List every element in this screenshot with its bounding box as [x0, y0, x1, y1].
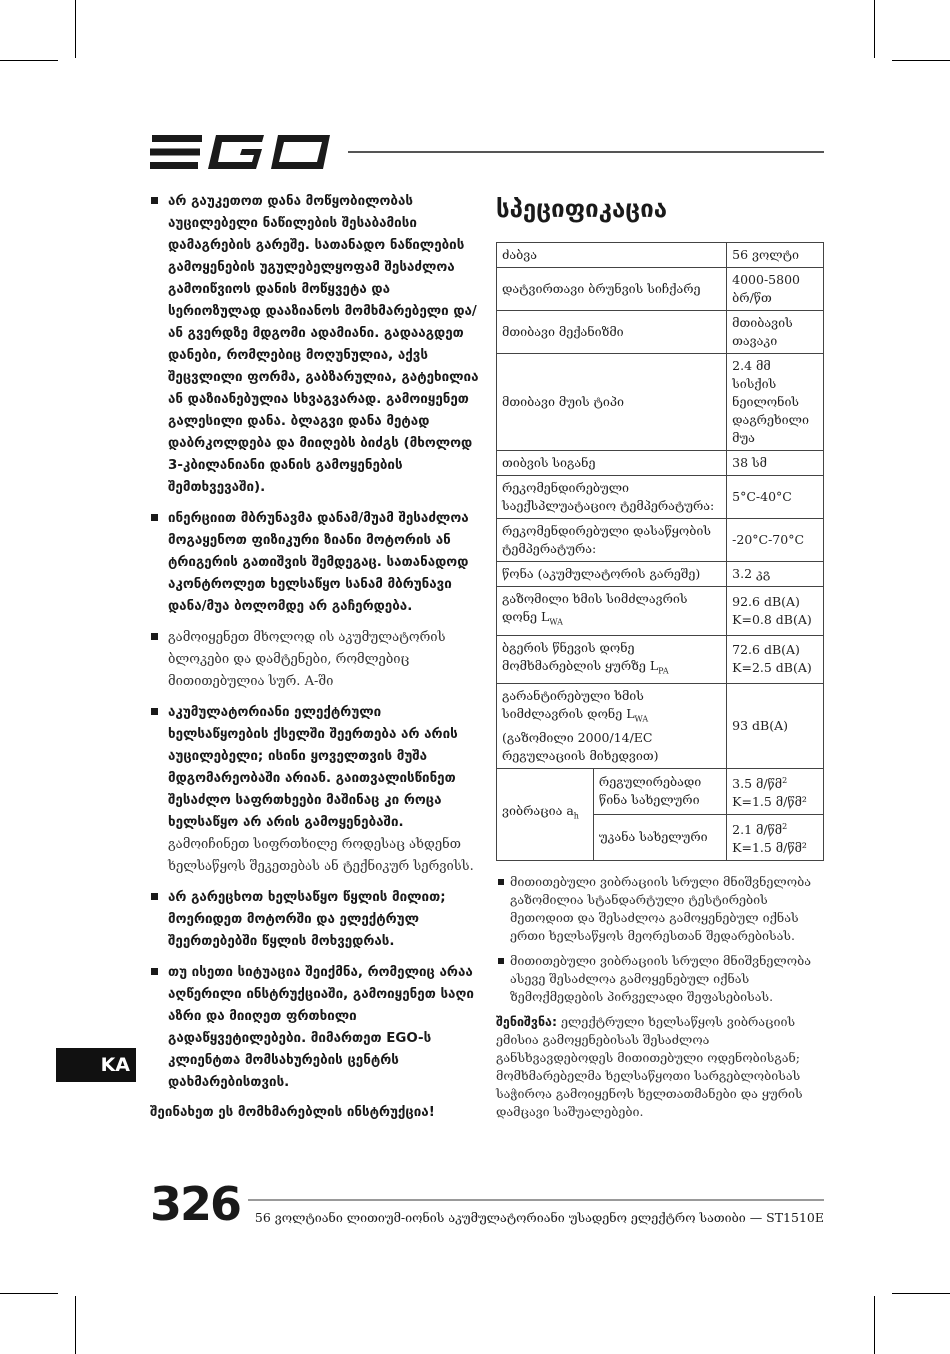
vibration-value-exponent: 2 [782, 775, 788, 785]
spec-label: ძაბვა [502, 247, 537, 262]
spec-row [497, 243, 824, 268]
spec-row [497, 587, 824, 636]
warning-label: შენიშვნა: [496, 1013, 557, 1029]
spec-value: 92.6 dB(A) [732, 593, 800, 609]
spec-value: 38 სმ [732, 455, 767, 470]
crop-mark [874, 0, 875, 58]
specifications-column [496, 190, 824, 1121]
spec-value-cell [727, 243, 824, 268]
footer-rule [248, 1199, 824, 1201]
spec-value-cell [727, 635, 824, 684]
spec-row [497, 635, 824, 684]
vibration-handle-label: უკანა სახელური [598, 829, 708, 845]
spec-label-cell [497, 354, 727, 451]
spec-value-cell [727, 587, 824, 636]
spec-value: 3.2 კგ [732, 566, 771, 581]
spec-row [497, 268, 824, 311]
spec-value: 93 dB(A) [732, 717, 788, 733]
spec-label: მთიბავი მექანიზმი [502, 324, 624, 339]
warning-note [496, 1013, 824, 1121]
spec-label: წონა (აკუმულატორის გარეშე) [502, 566, 701, 581]
specifications-table [496, 242, 824, 861]
spec-value-cell [727, 476, 824, 519]
safety-bullet-list [150, 190, 480, 1093]
spec-row-vibration [497, 768, 824, 814]
spec-value: -20°C-70°C [732, 532, 805, 547]
crop-mark [892, 60, 950, 61]
spec-label-cell [497, 635, 727, 684]
header-rule [348, 151, 824, 153]
footer-title: 56 ვოლტიანი ლითიუმ-იონის აკუმულატორიანი უსადენო ელექტრო სათიბი — ST1510E [254, 1210, 824, 1225]
safety-bullet-item [150, 701, 480, 877]
spec-label-subscript: WA [549, 617, 563, 627]
safety-bullet-item [150, 886, 480, 952]
spec-label: რეკომენდირებული საექსპლუატაციო ტემპერატურა: [502, 480, 715, 513]
spec-label-cell [497, 562, 727, 587]
spec-row [497, 451, 824, 476]
safety-bullet-item [150, 190, 480, 498]
safety-bullet-text: თუ ისეთი სიტუაცია შეიქმნა, რომელიც არაა აღწერილი ინსტრუქციაში, გამოიყენეთ საღი აზრი და მიიღეთ ფრთხილი გადაწყვეტილებები. მიმართეთ EGO-ს კლიენტთა მომსახურების ცენტრს დახმარებისთვის. [168, 965, 474, 1090]
spec-value-cell [727, 311, 824, 354]
spec-label-cell [497, 268, 727, 311]
spec-label-cell [497, 476, 727, 519]
spec-value-cell [727, 354, 824, 451]
spec-label: ბგერის წნევის დონე მომხმარებლის ყურზე L [502, 639, 659, 673]
spec-note-item: მითითებული ვიბრაციის სრული მნიშვნელობა ასევე შესაძლოა გამოყენებულ იქნას ზემოქმედების პირველადი შეფასებისას. [496, 952, 824, 1006]
specifications-heading: სპეციფიკაცია [496, 195, 668, 223]
vibration-value: 2.1 მ/წმ [732, 821, 783, 837]
safety-bullet-item [150, 626, 480, 692]
page-number: 326 [150, 1177, 241, 1231]
crop-mark [0, 60, 58, 61]
vibration-handle-label: რეგულირებადი წინა სახელური [598, 774, 702, 808]
spec-value-cell [727, 519, 824, 562]
vibration-value-exponent: 2 [782, 821, 788, 831]
spec-value: 5°C-40°C [732, 489, 792, 504]
spec-note-item: მითითებული ვიბრაციის სრული მნიშვნელობა გაზომილია სტანდარტული ტესტირების მეთოდით და შესაძლოა გამოყენებულ იქნას ერთი ხელსაწყოს მეორესთან შედარებისას. [496, 873, 824, 945]
spec-value: 72.6 dB(A) [732, 642, 800, 658]
spec-label: მთიბავი მუის ტიპი [502, 394, 624, 409]
safety-bullet-text: აკუმულატორიანი ელექტრული ხელსაწყოების ქსელში შეერთება არ არის აუცილებელი; ისინი ყოველთვის მუშა მდგომარეობაში არიან. გაითვალისწინეთ შესაძლო საფრთხეები მაშინაც კი როცა ხელსაწყო არ არის გამოყენებაში. [168, 705, 458, 830]
spec-label-cell [497, 243, 727, 268]
warning-text: ელექტრული ხელსაწყოს ვიბრაციის ემისია გამოყენებისას შესაძლოა განსხვავდებოდეს მითითებული ოდენობისგან; მომხმარებელმა ხელსაწყოთი სარგებლობისას საჭიროა გამოიყენოს ხელთათმანები და ყურის დამცავი საშუალებები. [496, 1013, 803, 1119]
spec-value: 4000-5800 ბრ/წთ [732, 272, 800, 305]
crop-mark [874, 1296, 875, 1354]
vibration-handle-cell [593, 814, 726, 860]
spec-value: 56 ვოლტი [732, 247, 799, 262]
spec-value-uncertainty: K=2.5 dB(A) [732, 660, 812, 676]
spec-value: მთიბავის თავაკი [732, 315, 793, 348]
vibration-value-uncertainty: K=1.5 მ/წმ² [732, 793, 807, 809]
spec-label: გაზომილი ხმის სიმძლავრის დონე L [502, 591, 688, 624]
spec-label-cell [497, 587, 727, 636]
spec-label: რეკომენდირებული დასაწყობის ტემპერატურა: [502, 523, 711, 556]
save-instructions-note: შეინახეთ ეს მომხმარებლის ინსტრუქცია! [150, 1105, 435, 1120]
spec-label-subscript: WA [634, 714, 649, 724]
spec-label: გარანტირებული ხმის სიმძლავრის დონე L [502, 688, 644, 721]
spec-notes-list [496, 873, 824, 1006]
spec-value-cell [727, 684, 824, 769]
spec-label-cell [497, 451, 727, 476]
safety-instructions-column [150, 190, 480, 1123]
vibration-label: ვიბრაცია a [502, 803, 574, 819]
spec-row [497, 562, 824, 587]
spec-label-subscript: PA [658, 666, 669, 675]
crop-mark [75, 0, 76, 58]
crop-mark [0, 1293, 58, 1294]
vibration-value: 3.5 მ/წმ [732, 775, 783, 791]
crop-mark [75, 1296, 76, 1354]
spec-value: 2.4 მმ სისქის ნეილონის დაგრეხილი მუა [732, 358, 809, 445]
spec-value-uncertainty: K=0.8 dB(A) [732, 611, 812, 627]
vibration-value-cell [727, 768, 824, 814]
spec-value-cell [727, 451, 824, 476]
spec-label: დატვირთავი ბრუნვის სიჩქარე [502, 281, 701, 296]
vibration-value-cell [727, 814, 824, 860]
spec-label-note: (გაზომილი 2000/14/EC რეგულაციის მიხედვით) [502, 729, 659, 763]
spec-label: თიბვის სიგანე [502, 455, 596, 470]
ego-logo [150, 133, 332, 175]
safety-bullet-item [150, 961, 480, 1093]
spec-value-cell [727, 562, 824, 587]
language-tab: KA [56, 1048, 136, 1082]
vibration-handle-cell [593, 768, 726, 814]
safety-bullet-text: ინერციით მბრუნავმა დანამ/მუამ შესაძლოა მოგაყენოთ ფიზიკური ზიანი მოტორის ან ტრიგერის გათიშვის შემდეგაც. სათანადოდ აკონტროლეთ ხელსაწყო სანამ მბრუნავი დანა/მუა ბოლომდე არ გაჩერდება. [168, 511, 469, 614]
safety-bullet-text: არ გარეცხოთ ხელსაწყო წყლის მილით; მოერიდეთ მოტორში და ელექტრულ შეერთებებში წყლის მოხვედრას. [168, 890, 446, 949]
spec-row [497, 684, 824, 769]
crop-mark [892, 1293, 950, 1294]
spec-label-cell [497, 519, 727, 562]
spec-value-cell [727, 268, 824, 311]
safety-bullet-text: გამოიჩინეთ სიფრთხილე როდესაც ახდენთ ხელსაწყოს შეკეთებას ან ტექნიკურ სერვისს. [168, 837, 474, 874]
safety-bullet-item [150, 507, 480, 617]
vibration-value-uncertainty: K=1.5 მ/წმ² [732, 839, 807, 855]
vibration-label-subscript: h [573, 811, 579, 821]
spec-row [497, 354, 824, 451]
spec-row [497, 476, 824, 519]
safety-bullet-text: გამოიყენეთ მხოლოდ ის აკუმულატორის ბლოკები და დამტენები, რომლებიც მითითებულია სურ. A-ში [168, 630, 446, 689]
vibration-label-cell [497, 768, 594, 860]
safety-bullet-text: არ გაუკეთოთ დანა მოწყობილობას აუცილებელი ნაწილების შესაბამისი დამაგრების გარეშე. სათანადო ნაწილების გამოყენების უგულებელყოფამ შესაძლოა გამოიწვიოს დანის მოწყვეტა და სერიოზულად დააზიანოს მომხმარებელი და/ან გვერდზე მდგომი ადამიანი. გადააგდეთ დანები, რომლებიც მოღუნულია, აქვს შეცვლილი ფორმა, გაბზარულია, გატეხილია ან დაზიანებულია სხვაგვარად. გამოიყენეთ გალესილი დანა. ბლაგვი დანა მეტად დაბრკოლდება და მიიღებს ბიძგს (მხოლოდ 3-კბილანიანი დანის გამოყენების შემთხვევაში). [168, 194, 479, 495]
spec-row [497, 311, 824, 354]
spec-row [497, 519, 824, 562]
spec-label-cell [497, 311, 727, 354]
spec-label-cell [497, 684, 727, 769]
